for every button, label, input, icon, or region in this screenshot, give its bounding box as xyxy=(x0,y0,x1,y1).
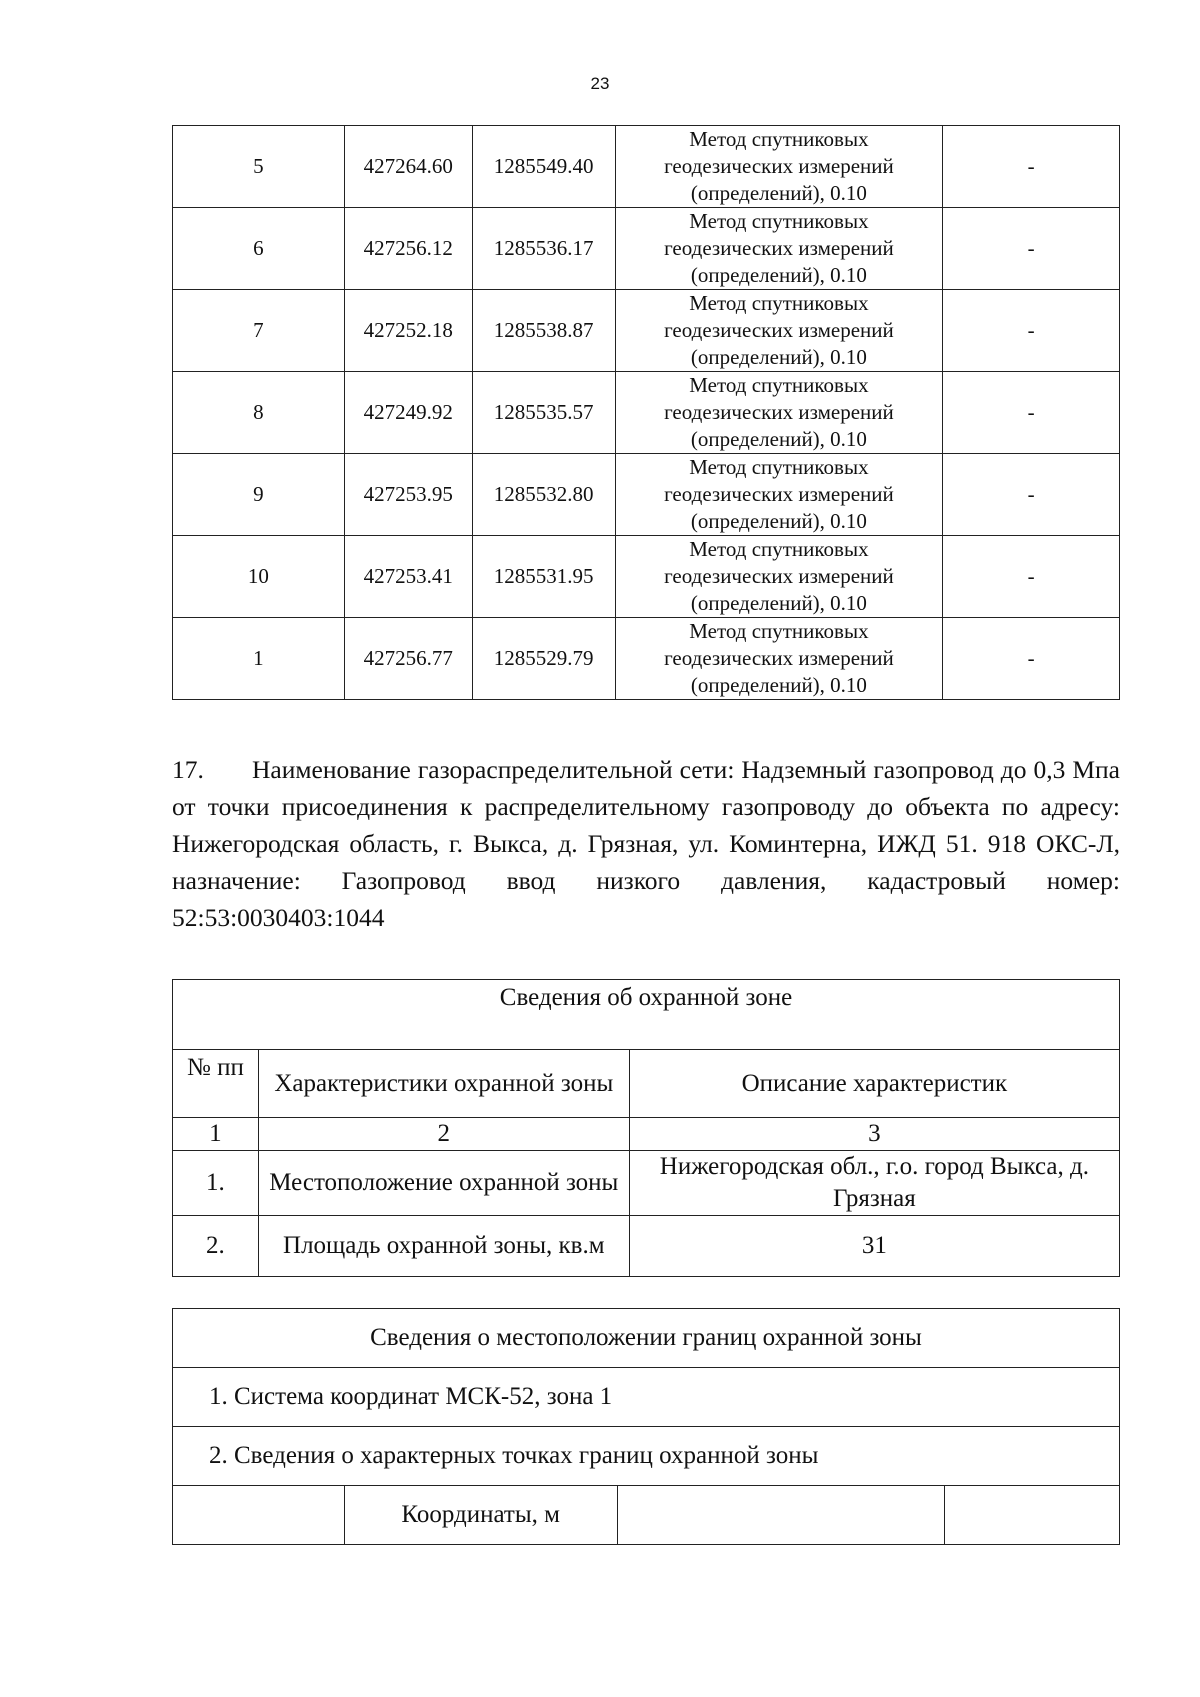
zone-row-number: 2. xyxy=(173,1216,259,1277)
point-number-cell: 5 xyxy=(173,126,345,208)
point-number-cell: 8 xyxy=(173,372,345,454)
method-line: Метод спутниковых xyxy=(689,373,869,397)
method-line: геодезических измерений xyxy=(664,646,894,670)
description-cell: - xyxy=(943,372,1120,454)
boundaries-table xyxy=(172,1308,1120,1545)
section-paragraph xyxy=(172,751,1120,936)
method-line: геодезических измерений xyxy=(664,482,894,506)
description-cell: - xyxy=(943,290,1120,372)
method-line: Метод спутниковых xyxy=(689,537,869,561)
method-line: Метод спутниковых xyxy=(689,291,869,315)
method-line: Метод спутниковых xyxy=(689,455,869,479)
description-cell: - xyxy=(943,126,1120,208)
zone-index-1: 1 xyxy=(173,1118,259,1151)
section-number: 17. xyxy=(172,755,204,784)
zone-row-name: Местоположение охранной зоны xyxy=(258,1151,629,1216)
method-line: геодезических измерений xyxy=(664,318,894,342)
method-cell xyxy=(615,208,943,290)
zone-row-value: Нижегородская обл., г.о. город Выкса, д. Грязная xyxy=(629,1151,1119,1216)
bounds-header-empty xyxy=(945,1486,1120,1545)
description-cell: - xyxy=(943,618,1120,700)
method-cell xyxy=(615,454,943,536)
zone-header-characteristics: Характеристики охранной зоны xyxy=(258,1050,629,1118)
description-cell: - xyxy=(943,454,1120,536)
characteristic-points-line: 2. Сведения о характерных точках границ охранной зоны xyxy=(173,1427,1120,1486)
zone-header-number: № пп xyxy=(173,1050,259,1118)
coordinate-row xyxy=(173,618,1120,700)
x-coordinate-cell: 427264.60 xyxy=(344,126,472,208)
x-coordinate-cell: 427249.92 xyxy=(344,372,472,454)
method-cell xyxy=(615,290,943,372)
method-line: (определений), 0.10 xyxy=(690,427,867,451)
method-line: геодезических измерений xyxy=(664,154,894,178)
point-number-cell: 1 xyxy=(173,618,345,700)
coordinate-row xyxy=(173,290,1120,372)
method-line: (определений), 0.10 xyxy=(690,345,867,369)
method-line: (определений), 0.10 xyxy=(690,509,867,533)
zone-index-2: 2 xyxy=(258,1118,629,1151)
x-coordinate-cell: 427256.12 xyxy=(344,208,472,290)
point-number-cell: 10 xyxy=(173,536,345,618)
zone-index-3: 3 xyxy=(629,1118,1119,1151)
method-cell xyxy=(615,126,943,208)
description-cell: - xyxy=(943,208,1120,290)
coordinate-row xyxy=(173,208,1120,290)
description-cell: - xyxy=(943,536,1120,618)
page-number: 23 xyxy=(590,74,610,93)
method-line: (определений), 0.10 xyxy=(690,181,867,205)
method-line: Метод спутниковых xyxy=(689,127,869,151)
protection-zone-table xyxy=(172,979,1120,1277)
zone-header-description: Описание характеристик xyxy=(629,1050,1119,1118)
method-cell xyxy=(615,372,943,454)
bounds-header-empty xyxy=(617,1486,945,1545)
bounds-table-title: Сведения о местоположении границ охранной зоны xyxy=(173,1309,1120,1368)
method-line: (определений), 0.10 xyxy=(690,591,867,615)
y-coordinate-cell: 1285532.80 xyxy=(472,454,615,536)
coordinate-system-line: 1. Система координат МСК-52, зона 1 xyxy=(173,1368,1120,1427)
section-text: Наименование газораспределительной сети: Надземный газопровод до 0,3 Мпа от точки присоединения к распределительному газопроводу до объекта по адресу: Нижегородская область, г. Выкса, д. Грязная, ул. Коминтерна, ИЖД 51. 918 ОКС-Л, назначение: Газопровод ввод низкого давления, кадастровый номер: 52:53:0030403:1044 xyxy=(172,755,1120,932)
zone-table-title: Сведения об охранной зоне xyxy=(173,980,1120,1050)
method-line: геодезических измерений xyxy=(664,400,894,424)
x-coordinate-cell: 427252.18 xyxy=(344,290,472,372)
y-coordinate-cell: 1285549.40 xyxy=(472,126,615,208)
coordinate-row xyxy=(173,536,1120,618)
x-coordinate-cell: 427253.95 xyxy=(344,454,472,536)
point-number-cell: 6 xyxy=(173,208,345,290)
method-cell xyxy=(615,536,943,618)
method-line: Метод спутниковых xyxy=(689,209,869,233)
zone-row-value: 31 xyxy=(629,1216,1119,1277)
x-coordinate-cell: 427256.77 xyxy=(344,618,472,700)
coordinate-row xyxy=(173,126,1120,208)
point-number-cell: 9 xyxy=(173,454,345,536)
coordinate-row xyxy=(173,454,1120,536)
y-coordinate-cell: 1285536.17 xyxy=(472,208,615,290)
coordinates-table xyxy=(172,125,1120,700)
x-coordinate-cell: 427253.41 xyxy=(344,536,472,618)
y-coordinate-cell: 1285535.57 xyxy=(472,372,615,454)
method-cell xyxy=(615,618,943,700)
method-line: геодезических измерений xyxy=(664,236,894,260)
zone-row-number: 1. xyxy=(173,1151,259,1216)
coordinate-row xyxy=(173,372,1120,454)
method-line: геодезических измерений xyxy=(664,564,894,588)
point-number-cell: 7 xyxy=(173,290,345,372)
method-line: (определений), 0.10 xyxy=(690,673,867,697)
y-coordinate-cell: 1285538.87 xyxy=(472,290,615,372)
method-line: (определений), 0.10 xyxy=(690,263,867,287)
method-line: Метод спутниковых xyxy=(689,619,869,643)
coordinates-label: Координаты, м xyxy=(344,1486,617,1545)
bounds-header-empty xyxy=(173,1486,345,1545)
zone-row-name: Площадь охранной зоны, кв.м xyxy=(258,1216,629,1277)
y-coordinate-cell: 1285529.79 xyxy=(472,618,615,700)
y-coordinate-cell: 1285531.95 xyxy=(472,536,615,618)
